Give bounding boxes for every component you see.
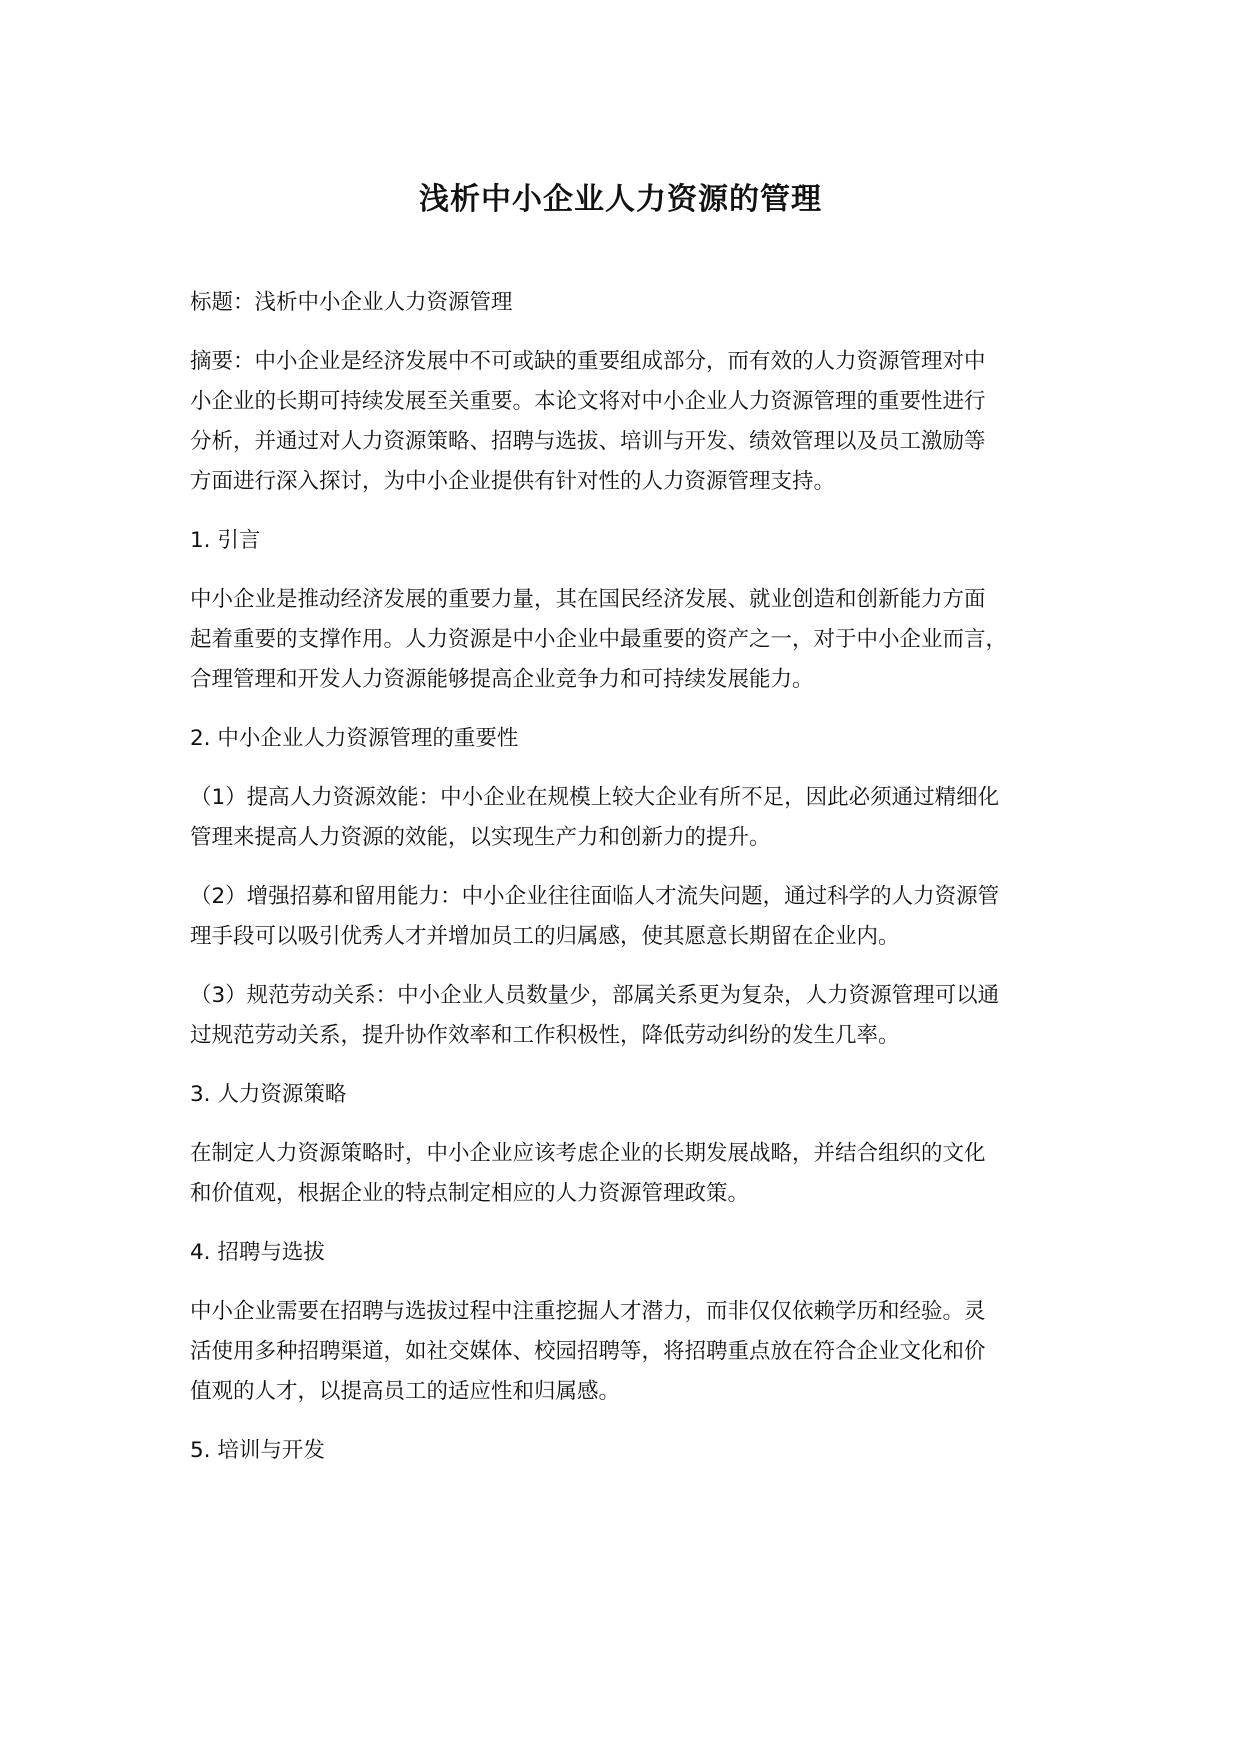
text-line: 分析，并通过对人力资源策略、招聘与选拔、培训与开发、绩效管理以及员工激励等: [190, 429, 986, 454]
paragraph-strategy: [190, 1134, 1080, 1214]
text-line: 小企业的长期可持续发展至关重要。本论文将对中小企业人力资源管理的重要性进行: [190, 389, 986, 414]
section-heading-2: [190, 719, 1080, 759]
paragraph-heading-label: [190, 283, 1080, 323]
text-line: 1. 引言: [190, 528, 261, 553]
text-line: 5. 培训与开发: [190, 1438, 325, 1463]
text-line: 中小企业是推动经济发展的重要力量，其在国民经济发展、就业创造和创新能力方面: [190, 587, 986, 612]
text-line: （1）提高人力资源效能：中小企业在规模上较大企业有所不足，因此必须通过精细化: [190, 785, 1000, 810]
text-line: 合理管理和开发人力资源能够提高企业竞争力和可持续发展能力。: [190, 667, 814, 692]
section-heading-4: [190, 1233, 1080, 1273]
text-line: 在制定人力资源策略时，中小企业应该考虑企业的长期发展战略，并结合组织的文化: [190, 1141, 986, 1166]
paragraph-point-3: [190, 976, 1080, 1056]
text-line: 活使用多种招聘渠道，如社交媒体、校园招聘等，将招聘重点放在符合企业文化和价: [190, 1339, 986, 1364]
text-line: 4. 招聘与选拔: [190, 1240, 325, 1265]
text-line: （2）增强招募和留用能力：中小企业往往面临人才流失问题，通过科学的人力资源管: [190, 884, 1000, 909]
paragraph-point-1: [190, 778, 1080, 858]
paragraph-abstract: [190, 342, 1080, 502]
section-heading-3: [190, 1075, 1080, 1115]
text-line: 中小企业需要在招聘与选拔过程中注重挖掘人才潜力，而非仅仅依赖学历和经验。灵: [190, 1299, 986, 1324]
text-line: 起着重要的支撑作用。人力资源是中小企业中最重要的资产之一，对于中小企业而言，: [190, 627, 1008, 652]
text-line: 和价值观，根据企业的特点制定相应的人力资源管理政策。: [190, 1181, 750, 1206]
paragraph-introduction: [190, 580, 1080, 700]
text-line: 理手段可以吸引优秀人才并增加员工的归属感，使其愿意长期留在企业内。: [190, 924, 900, 949]
section-heading-5: [190, 1431, 1080, 1471]
text-line: 标题：浅析中小企业人力资源管理: [190, 290, 513, 315]
paragraph-point-2: [190, 877, 1080, 957]
text-line: 管理来提高人力资源的效能，以实现生产力和创新力的提升。: [190, 825, 771, 850]
text-line: （3）规范劳动关系：中小企业人员数量少，部属关系更为复杂，人力资源管理可以通: [190, 983, 1000, 1008]
document-body: [190, 283, 1080, 1490]
paragraph-recruitment: [190, 1292, 1080, 1412]
section-heading-1: [190, 521, 1080, 561]
text-line: 2. 中小企业人力资源管理的重要性: [190, 726, 519, 751]
text-line: 方面进行深入探讨，为中小企业提供有针对性的人力资源管理支持。: [190, 469, 836, 494]
text-line: 摘要：中小企业是经济发展中不可或缺的重要组成部分，而有效的人力资源管理对中: [190, 349, 986, 374]
text-line: 3. 人力资源策略: [190, 1082, 347, 1107]
document-title: 浅析中小企业人力资源的管理: [419, 182, 822, 217]
text-line: 值观的人才，以提高员工的适应性和归属感。: [190, 1379, 621, 1404]
text-line: 过规范劳动关系，提升协作效率和工作积极性，降低劳动纠纷的发生几率。: [190, 1023, 900, 1048]
